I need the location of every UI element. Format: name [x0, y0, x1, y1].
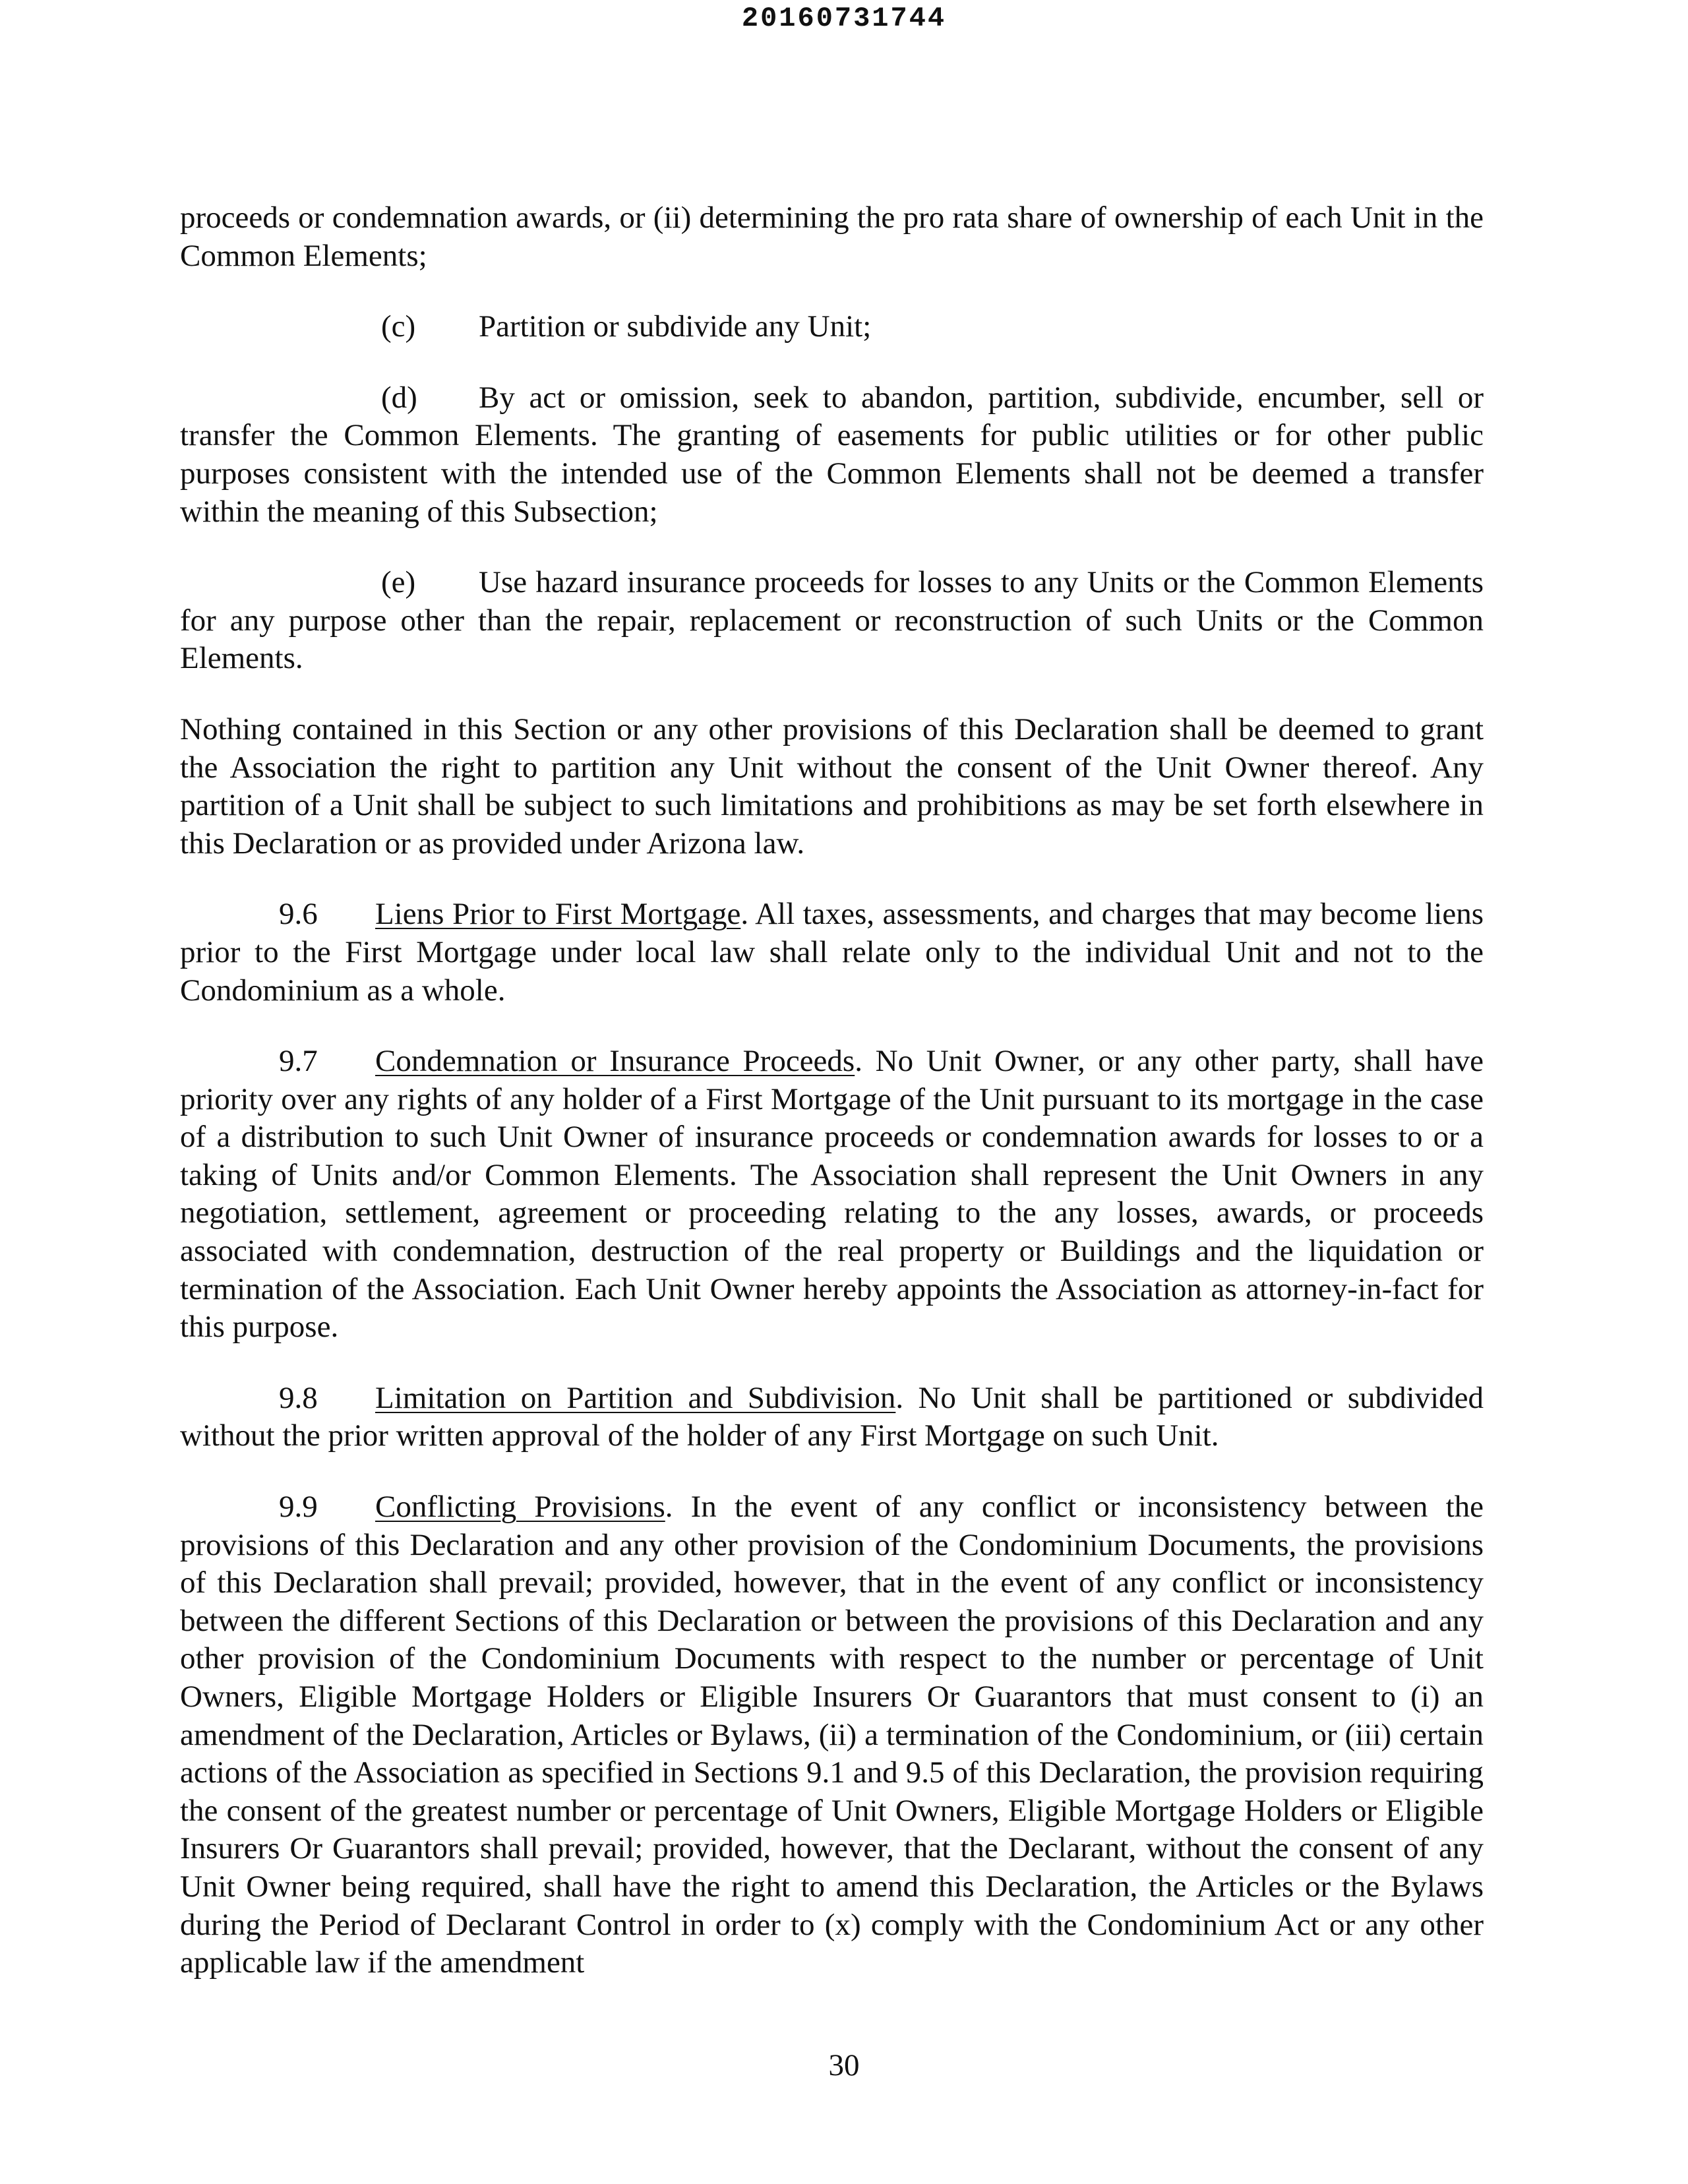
subsection-d-text: By act or omission, seek to abandon, partition, subdivide, encumber, sell or transfer the Common Elements. The granting of easements for public utilities or for other public purposes consistent with the intended use of the Common Elements shall not be deemed a transfer within the meaning of this Subsection; — [180, 380, 1484, 529]
section-9-9-text: . In the event of any conflict or inconsistency between the provisions of this Declaration and any other provision of the Condominium Documents, the provisions of this Declaration shall prevail; provided, however, that in the event of any conflict or inconsistency between the different Sections of this Declaration or between the provisions of this Declaration and any other provision of the Condominium Documents with respect to the number or percentage of Unit Owners, Eligible Mortgage Holders or Eligible Insurers Or Guarantors that must consent to (i) an amendment of the Declaration, Articles or Bylaws, (ii) a termination of the Condominium, or (iii) certain actions of the Association as specified in Sections 9.1 and 9.5 of this Declaration, the provision requiring the consent of the greatest number or percentage of Unit Owners, Eligible Mortgage Holders or Eligible Insurers Or Guarantors shall prevail; provided, however, that the Declarant, without the consent of any Unit Owner being required, shall have the right to amend this Declaration, the Articles or the Bylaws during the Period of Declarant Control in order to (x) comply with the Condominium Act or any other applicable law if the amendment — [180, 1490, 1484, 1980]
subsection-d-number: (d) — [381, 380, 417, 415]
section-9-9-number: 9.9 — [279, 1490, 318, 1525]
section-9-8-text: . No Unit shall be partitioned or subdivided without the prior written approval of the holder of any First Mortgage on such Unit. — [180, 1380, 1484, 1453]
section-9-6-title: Liens Prior to First Mortgage — [375, 897, 741, 932]
document-number: 20160731744 — [741, 3, 947, 34]
subsection-c-number: (c) — [381, 309, 416, 344]
section-9-8-number: 9.8 — [279, 1380, 318, 1415]
section-9-6 — [180, 895, 1484, 1010]
subsection-c — [180, 308, 1484, 346]
section-9-7 — [180, 1043, 1484, 1347]
section-9-7-title: Condemnation or Insurance Proceeds — [375, 1044, 855, 1079]
document-body — [180, 199, 1484, 1982]
subsection-e — [180, 564, 1484, 678]
section-9-7-number: 9.7 — [279, 1044, 318, 1079]
section-9-9 — [180, 1488, 1484, 1982]
section-9-8 — [180, 1380, 1484, 1455]
paragraph-continuation: proceeds or condemnation awards, or (ii) determining the pro rata share of ownership of each Unit in the Common Elements; — [180, 200, 1484, 273]
paragraph-nothing-contained: Nothing contained in this Section or any other provisions of this Declaration shall be deemed to grant the Association the right to partition any Unit without the consent of the Unit Owner thereof. Any partition of a Unit shall be subject to such limitations and prohibitions as may be set forth elsewhere in this Declaration or as provided under Arizona law. — [180, 712, 1484, 861]
page-number: 30 — [828, 2048, 860, 2082]
subsection-d — [180, 379, 1484, 531]
section-9-8-title: Limitation on Partition and Subdivision — [375, 1380, 896, 1415]
subsection-c-text: Partition or subdivide any Unit; — [479, 309, 872, 344]
subsection-e-number: (e) — [381, 565, 416, 600]
section-9-9-title: Conflicting Provisions — [375, 1490, 665, 1525]
section-9-6-number: 9.6 — [279, 897, 318, 932]
section-9-6-text: . All taxes, assessments, and charges that may become liens prior to the First Mortgage under local law shall relate only to the individual Unit and not to the Condominium as a whole. — [180, 897, 1484, 1008]
subsection-e-text: Use hazard insurance proceeds for losses to any Units or the Common Elements for any purpose other than the repair, replacement or reconstruction of such Units or the Common Elements. — [180, 565, 1484, 676]
section-9-7-text: . No Unit Owner, or any other party, shall have priority over any rights of any holder of a First Mortgage of the Unit pursuant to its mortgage in the case of a distribution to such Unit Owner of insurance proceeds or condemnation awards for losses to or a taking of Units and/or Common Elements. The Association shall represent the Unit Owners in any negotiation, settlement, agreement or proceeding relating to the any losses, awards, or proceeds associated with condemnation, destruction of the real property or Buildings and the liquidation or termination of the Association. Each Unit Owner hereby appoints the Association as attorney-in-fact for this purpose. — [180, 1044, 1484, 1345]
